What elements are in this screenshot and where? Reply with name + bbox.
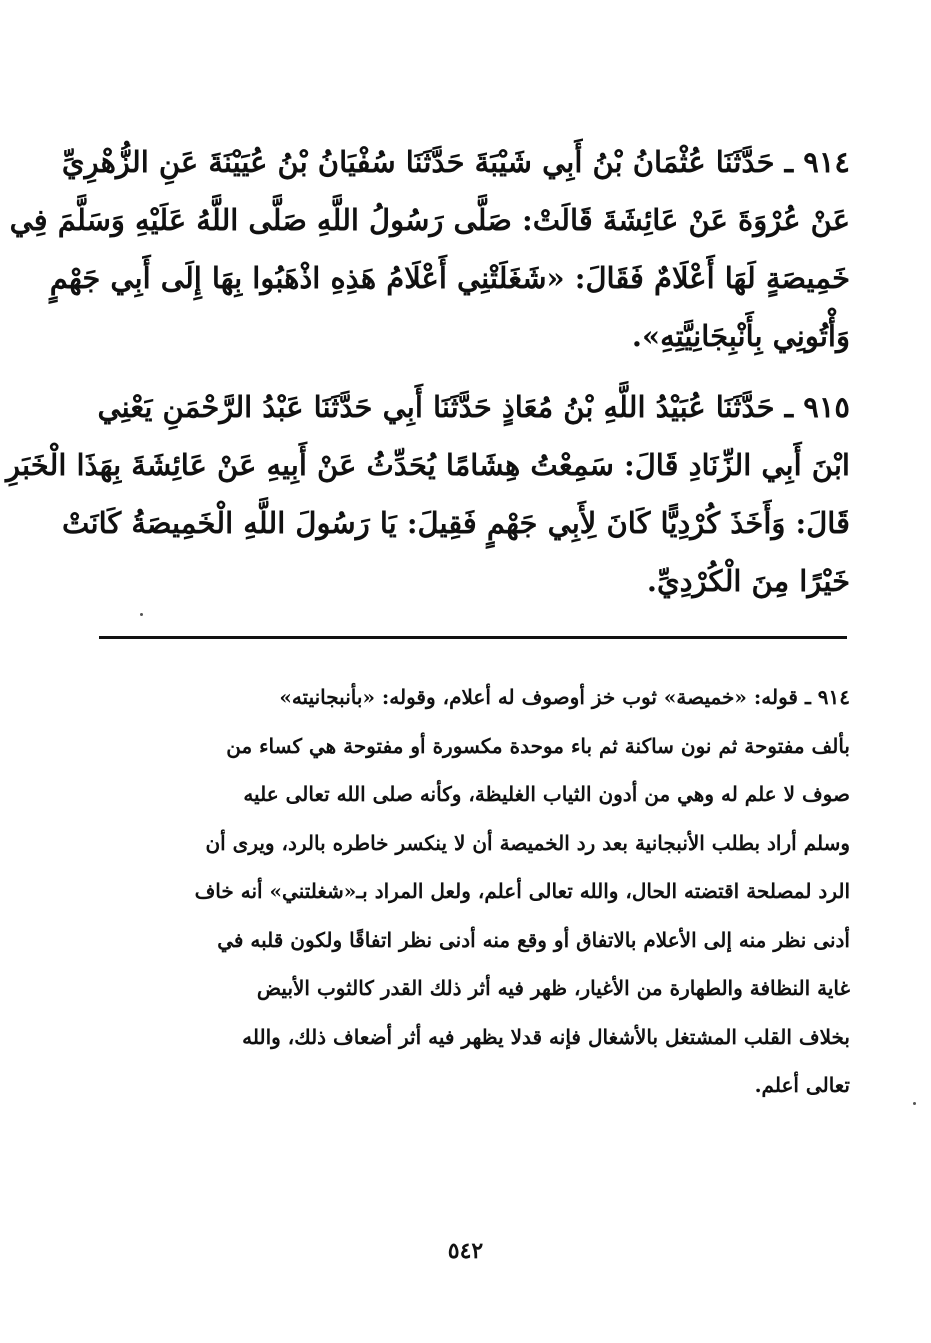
commentary-line: تعالى أعلم. — [754, 1073, 850, 1097]
hadith-914 — [9, 133, 850, 365]
commentary-line: الرد لمصلحة اقتضته الحال، والله تعالى أعلم، ولعل المراد بـ«شغلتني» أنه خاف — [194, 879, 850, 903]
hadith-line: قَالَ: وَأَخَذَ كُرْدِيًّا كَانَ لِأَبِي جَهْمٍ فَقِيلَ: يَا رَسُولَ اللَّهِ الْخَمِيصَةُ كَانَتْ — [62, 506, 850, 540]
commentary-line: غاية النظافة والطهارة من الأغيار، ظهر فيه أثر ذلك القدر كالثوب الأبيض — [256, 976, 850, 1000]
commentary-line: ٩١٤ ـ قوله: «خميصة» ثوب خز أوصوف له أعلام، وقوله: «بأنبجانيته» — [279, 685, 850, 709]
hadith-line: خَيْرًا مِنَ الْكُرْدِيِّ. — [646, 564, 850, 598]
print-speck — [140, 613, 143, 616]
hadith-line: ٩١٥ ـ حَدَّثَنَا عُبَيْدُ اللَّهِ بْنُ مُعَاذٍ حَدَّثَنَا أَبِي حَدَّثَنَا عَبْدُ الرَّحْمَنِ يَعْنِي — [97, 390, 850, 424]
commentary-line: صوف لا علم له وهي من أدون الثياب الغليظة، وكأنه صلى الله تعالى عليه — [243, 782, 850, 806]
hadith-line: ٩١٤ ـ حَدَّثَنَا عُثْمَانُ بْنُ أَبِي شَيْبَةَ حَدَّثَنَا سُفْيَانُ بْنُ عُيَيْنَةَ عَنِ الزُّهْرِيِّ — [61, 145, 850, 179]
commentary-line: وسلم أراد بطلب الأنبجانية بعد رد الخميصة أن لا ينكسر خاطره بالرد، ويرى أن — [205, 830, 850, 855]
hadith-line: عَنْ عُرْوَةَ عَنْ عَائِشَةَ قَالَتْ: صَلَّى رَسُولُ اللَّهِ صَلَّى اللَّهُ عَلَيْهِ وَسَلَّمَ فِي — [9, 203, 850, 237]
footnote-divider — [99, 636, 847, 639]
page-number: ٥٤٢ — [447, 1238, 484, 1264]
hadith-line: وَأْتُونِي بِأَنْبِجَانِيَّتِهِ». — [631, 319, 850, 353]
commentary-line: بألف مفتوحة ثم نون ساكنة ثم باء موحدة مكسورة أو مفتوحة هي كساء من — [226, 733, 850, 758]
hadith-line: ابْنَ أَبِي الزِّنَادِ قَالَ: سَمِعْتُ هِشَامًا يُحَدِّثُ عَنْ أَبِيهِ عَنْ عَائِشَةَ بِهَذَا الْخَبَرِ — [6, 448, 850, 482]
commentary-footnote — [100, 673, 850, 1110]
commentary-line: بخلاف القلب المشتغل بالأشغال فإنه قدلا يظهر فيه أثر أضعاف ذلك، والله — [242, 1024, 850, 1049]
hadith-915 — [6, 378, 850, 610]
print-speck — [913, 1102, 916, 1105]
hadith-line: خَمِيصَةٍ لَهَا أَعْلَامٌ فَقَالَ: «شَغَلَتْنِي أَعْلَامُ هَذِهِ اذْهَبُوا بِهَا إِلَى أَبِي جَهْمٍ — [49, 261, 850, 295]
commentary-line: أدنى نظر منه إلى الأعلام بالاتفاق أو وقع منه أدنى نظر اتفاقًا ولكون قلبه في — [217, 927, 850, 952]
